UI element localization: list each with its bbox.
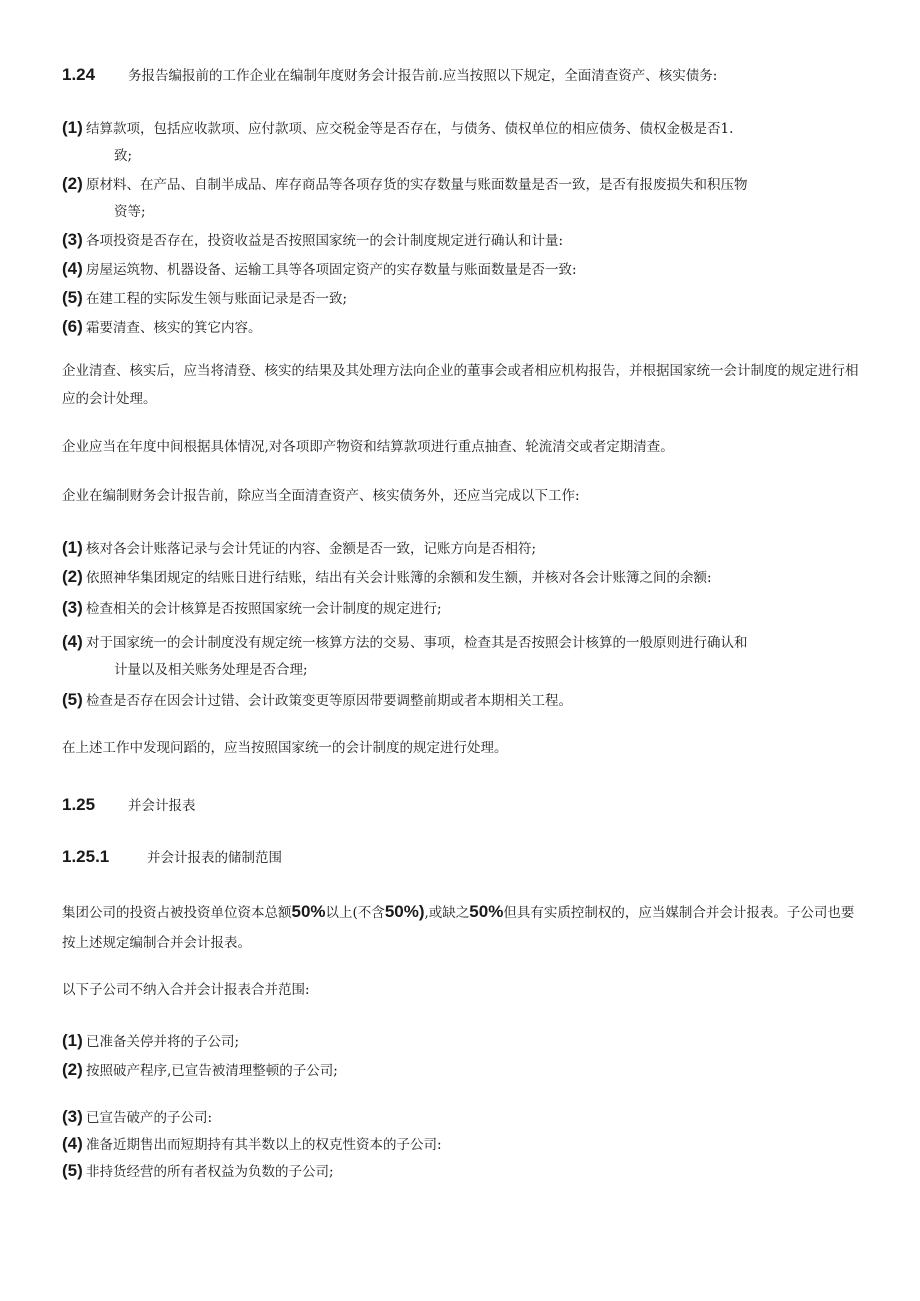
list-item (62, 628, 862, 684)
text-segment: 但具有实质控制权的，应当媒制合并会计报表。子公司也要按上述规定编制合并会计报表。 (62, 905, 855, 951)
section-title: 并会计报表的储制范围 (147, 850, 282, 866)
paragraph (62, 897, 862, 958)
list-item (62, 563, 862, 592)
section-title: 务报告编报前的工作企业在编制年度财务会计报告前.应当按照以下规定，全面清查资产、核实债务: (128, 68, 718, 84)
text-segment: 集团公司的投资占被投资单位资本总额 (62, 905, 292, 921)
list-item (62, 686, 862, 715)
item-text: 核对各会计账落记录与会计凭证的内容、金额是否一致，记账方向是否相符; (86, 541, 537, 557)
item-number: (1) (62, 1031, 83, 1050)
paragraph: 企业应当在年度中间根据具体情况,对各项即产物资和结算款项进行重点抽查、轮流清交或者定期清查。 (62, 439, 674, 455)
item-text: 非持货经营的所有者权益为负数的子公司; (86, 1164, 334, 1180)
item-text: 准备近期售出而短期持有其半数以上的权克性资本的子公司: (86, 1137, 442, 1153)
item-text: 检查是否存在因会计过错、会计政策变更等原因带要调整前期或者本期相关工程。 (86, 693, 572, 709)
list-item (62, 534, 862, 563)
list-item (62, 1027, 862, 1056)
list-item (62, 313, 862, 342)
item-text: 霜要清查、核实的箕它内容。 (86, 320, 262, 336)
section-1-24-heading (62, 64, 717, 85)
list-item (62, 594, 862, 623)
item-number: (4) (62, 632, 83, 651)
list-item (62, 284, 862, 313)
percentage: 50%) (384, 902, 425, 921)
item-text: 对于国家统一的会计制度没有规定统一核算方法的交易、事项，检查其是否按照会计核算的一般原则进行确认和 (86, 635, 748, 651)
item-text: 结算款项，包括应收款项、应付款项、应交税金等是否存在，与债务、债权单位的相应债务、债权金极是否1. (86, 121, 734, 137)
item-number: (2) (62, 1060, 83, 1079)
percentage: 50% (469, 902, 504, 921)
item-number: (2) (62, 174, 83, 193)
section-1-25-heading (62, 794, 196, 815)
item-text: 各项投资是否存在，投资收益是否按照国家统一的会计制度规定迸行确认和计量: (86, 233, 564, 249)
list-item (62, 1056, 862, 1085)
item-number: (3) (62, 1107, 83, 1126)
list-item (62, 1157, 862, 1186)
item-continuation: 计量以及相关账务处理是否合理; (114, 662, 308, 678)
item-text: 按照破产程序,已宣告被清理整顿的子公司; (86, 1063, 338, 1079)
item-number: (4) (62, 259, 83, 278)
percentage: 50% (291, 902, 326, 921)
list-item (62, 226, 862, 255)
item-number: (5) (62, 288, 83, 307)
item-text: 原材料、在产品、自制半成品、库存商品等各项存货的实存数量与账面数量是否一致，是否有报废损失和积压物 (86, 177, 748, 193)
item-number: (6) (62, 317, 83, 336)
item-number: (5) (62, 690, 83, 709)
item-text: 检查相关的会计核算是否按照国家统一会计制度的规定进行; (86, 601, 442, 617)
list-item (62, 114, 862, 170)
section-number: 1.25 (62, 795, 96, 814)
list-item (62, 255, 862, 284)
section-number: 1.24 (62, 65, 96, 84)
item-text: 依照神华集团规定的结账日进行结账，结出有关会计账簿的余额和发生额，并核对各会计账簿之间的余额: (86, 570, 712, 586)
item-number: (3) (62, 598, 83, 617)
paragraph: 以下子公司不纳入合并会计报表合并范围: (62, 982, 310, 998)
paragraph: 企业清查、核实后，应当将清登、核实的结果及其处理方法向企业的董事会或者相应机构报告，并根据国家统一会计制度的规定进行相应的会计处理。 (62, 363, 859, 407)
paragraph: 企业在编制财务会计报告前，除应当全面清查资产、核实债务外，还应当完成以下工作: (62, 488, 580, 504)
section-title: 并会计报表 (128, 798, 196, 814)
item-continuation: 资等; (114, 204, 146, 220)
item-continuation: 致; (114, 148, 133, 164)
item-text: 已准备关停并将的子公司; (86, 1034, 240, 1050)
text-segment: 以上(不含 (325, 905, 385, 921)
item-number: (3) (62, 230, 83, 249)
list-item (62, 1130, 862, 1159)
section-1-25-1-heading (62, 846, 282, 867)
item-number: (5) (62, 1161, 83, 1180)
text-segment: ,或缺之 (424, 905, 470, 921)
list-item (62, 170, 862, 226)
paragraph: 在上述工作中发现问蹈的，应当按照国家统一的会计制度的规定进行处理。 (62, 740, 508, 756)
item-number: (1) (62, 118, 83, 137)
section-number: 1.25.1 (62, 847, 110, 866)
item-number: (1) (62, 538, 83, 557)
item-number: (4) (62, 1134, 83, 1153)
item-text: 房屋运筑物、机器设备、运输工具等各项固定资产的实存数量与账面数量是否一致: (86, 262, 577, 278)
item-text: 已宣告破产的子公司: (86, 1110, 213, 1126)
item-text: 在建工程的实际发生领与账面记录是否一致; (86, 291, 348, 307)
item-number: (2) (62, 567, 83, 586)
list-item (62, 1103, 862, 1132)
